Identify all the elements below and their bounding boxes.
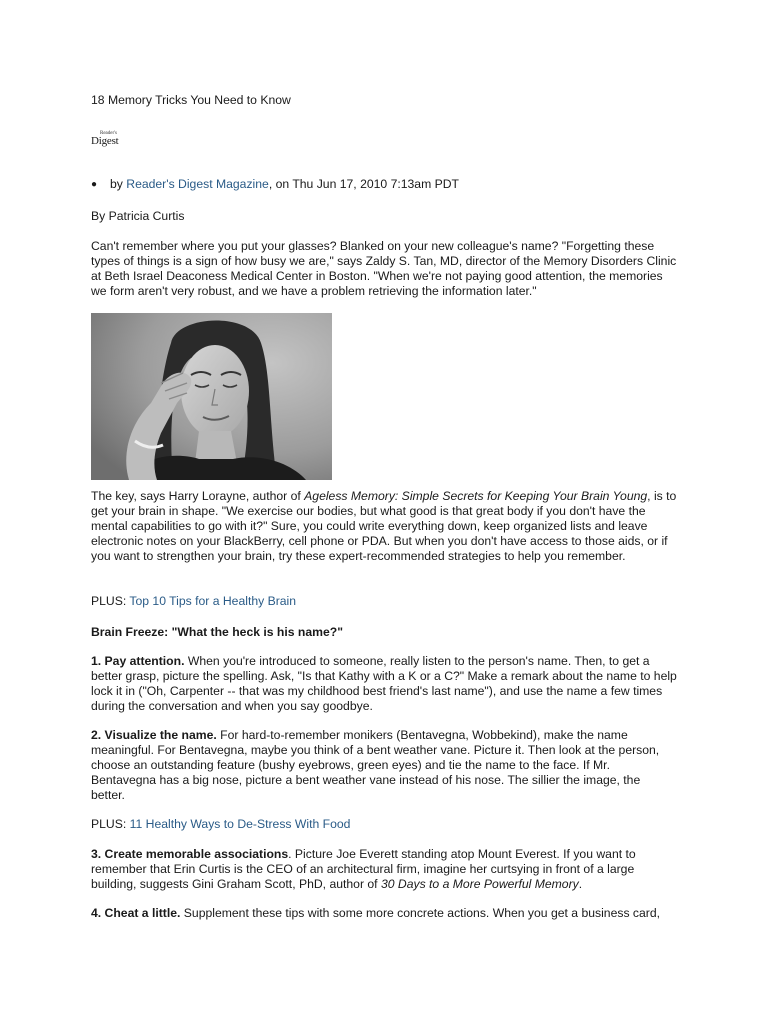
- logo-small-text: Reader's: [100, 131, 118, 136]
- article-photo: [91, 313, 332, 480]
- byline-source-link[interactable]: Reader's Digest Magazine: [126, 177, 269, 191]
- book-title-30-days: 30 Days to a More Powerful Memory: [380, 877, 579, 891]
- readers-digest-logo: [91, 131, 131, 151]
- tip-3-paragraph: [91, 847, 677, 892]
- section-heading: Brain Freeze: "What the heck is his name?": [91, 625, 343, 639]
- intro-paragraph: Can't remember where you put your glasses? Blanked on your new colleague's name? "Forgetting these types of things is a sign of how busy we are," says Zaldy S. Tan, MD, director of the Memory Disorders Clinic at Beth Israel Deaconess Medical Center in Boston. "When we're not paying good attention, the memories we form aren't very robust, and we have a problem retrieving the information later.": [91, 239, 677, 298]
- book-title-ageless-memory: Ageless Memory: Simple Secrets for Keeping Your Brain Young: [304, 489, 648, 503]
- byline-prefix: by: [110, 177, 127, 191]
- byline-suffix: , on Thu Jun 17, 2010 7:13am PDT: [268, 177, 459, 191]
- tip-1-title: 1. Pay attention.: [91, 654, 185, 668]
- tip-4-title: 4. Cheat a little.: [91, 906, 181, 920]
- plus-link-row-1: [91, 594, 677, 609]
- key-paragraph: [91, 489, 677, 564]
- tip-1-text: When you're introduced to someone, really listen to the person's name. Then, to get a better grasp, picture the spelling. Ask, "Is that Kathy with a K or a C?" Make a remark about the name to help lock it in ("Oh, Carpenter -- that was my childhood best friend's last name"), and use the name a few times during the conversation and when you say goodbye.: [91, 654, 677, 713]
- tip-1-paragraph: [91, 654, 677, 714]
- de-stress-food-link[interactable]: 11 Healthy Ways to De-Stress With Food: [129, 817, 351, 831]
- bullet-icon: ●: [91, 179, 98, 190]
- article-title: 18 Memory Tricks You Need to Know: [91, 93, 291, 107]
- plus-label-2: PLUS:: [91, 817, 130, 831]
- tip-2-paragraph: [91, 728, 677, 803]
- plus-link-row-2: [91, 817, 677, 832]
- woman-headache-image: [91, 313, 332, 480]
- key-text-pre: The key, says Harry Lorayne, author of: [91, 489, 305, 503]
- byline: [91, 177, 459, 192]
- healthy-brain-tips-link[interactable]: Top 10 Tips for a Healthy Brain: [129, 594, 297, 608]
- tip-3-title: 3. Create memorable associations: [91, 847, 289, 861]
- tip-3-end: .: [578, 877, 583, 891]
- key-text-post: , is to get your brain in shape. "We exercise our bodies, but what good is that great body if you don't have the mental capabilities to go with it?" Sure, you could write everything down, keep organized lists and leave electronic notes on your BlackBerry, cell phone or PDA. But when you don't have access to those aids, or if you want to strengthen your brain, try these expert-recommended strategies to help you remember.: [91, 489, 677, 563]
- tip-4-text: Supplement these tips with some more concrete actions. When you get a business card,: [180, 906, 661, 920]
- author-line: By Patricia Curtis: [91, 209, 185, 223]
- plus-label: PLUS:: [91, 594, 130, 608]
- tip-2-title: 2. Visualize the name.: [91, 728, 217, 742]
- logo-big-text: Digest: [91, 135, 119, 147]
- tip-3-text: . Picture Joe Everett standing atop Mount Everest. If you want to remember that Erin Curtis is the CEO of an architectural firm, imagine her curtsying in front of a large building, suggests Gini Graham Scott, PhD, author of: [91, 847, 636, 891]
- tip-2-text: For hard-to-remember monikers (Bentavegna, Wobbekind), make the name meaningful. For Bentavegna, maybe you think of a bent weather vane. Picture it. Then look at the person, choose an outstanding feature (bushy eyebrows, green eyes) and tie the name to the face. If Mr. Bentavegna has a big nose, picture a bent weather vane instead of his nose. The sillier the image, the better.: [91, 728, 660, 802]
- tip-4-paragraph: [91, 906, 677, 921]
